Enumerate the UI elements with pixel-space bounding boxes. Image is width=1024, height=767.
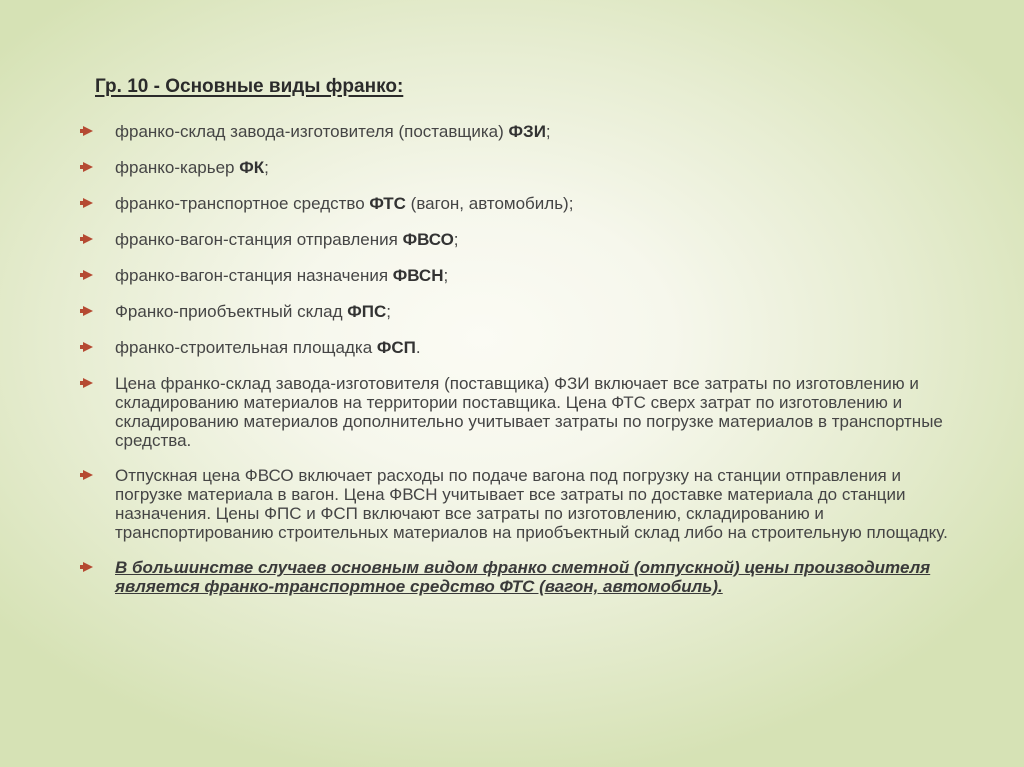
- item-abbr: ФТС: [369, 194, 406, 213]
- item-abbr: ФСП: [376, 338, 416, 357]
- slide-title: Гр. 10 - Основные виды франко:: [95, 76, 404, 97]
- item-abbr: ФВСО: [402, 230, 454, 249]
- arrow-bullet-icon: [83, 378, 93, 388]
- list-item: [80, 338, 950, 374]
- item-after: ;: [443, 266, 449, 285]
- arrow-bullet-icon: [83, 234, 93, 244]
- paragraph-text: Цена франко-склад завода-изготовителя (поставщика) ФЗИ включает все затраты по изготовлению и складированию материалов на территории поставщика. Цена ФТС сверх затрат по изготовлению и складированию материалов дополнительно учитывает затраты по погрузке материалов в транспортные средства.: [115, 374, 943, 450]
- item-abbr: ФВСН: [392, 266, 444, 285]
- item-abbr: ФК: [239, 158, 265, 177]
- conclusion-item: [80, 558, 950, 596]
- list-item: [80, 266, 950, 302]
- arrow-bullet-icon: [83, 306, 93, 316]
- item-after: .: [415, 338, 421, 357]
- item-text: Франко-приобъектный склад: [115, 302, 348, 321]
- paragraph-item: [80, 466, 950, 542]
- item-after: ;: [264, 158, 269, 177]
- item-after: ;: [386, 302, 391, 321]
- list-item: [80, 122, 950, 158]
- arrow-bullet-icon: [83, 470, 93, 480]
- item-after: ;: [545, 122, 551, 141]
- arrow-bullet-icon: [83, 126, 93, 136]
- arrow-bullet-icon: [83, 562, 93, 572]
- item-text: франко-вагон-станция отправления: [115, 230, 403, 249]
- paragraph-text: Отпускная цена ФВСО включает расходы по подаче вагона под погрузку на станции отправления и погрузке материала в вагон. Цена ФВСН учитывает все затраты по доставке материала до станции назначения. Цены ФПС и ФСП включают все затраты по изготовлению, складированию и транспортированию строительных материалов на приобъектный склад либо на строительную площадку.: [115, 466, 948, 542]
- list-item: [80, 194, 950, 230]
- franco-list: [80, 122, 950, 612]
- arrow-bullet-icon: [83, 342, 93, 352]
- item-after: (вагон, автомобиль);: [405, 194, 574, 213]
- arrow-bullet-icon: [83, 198, 93, 208]
- list-item: [80, 158, 950, 194]
- list-item: [80, 230, 950, 266]
- item-text: франко-карьер: [115, 158, 240, 177]
- paragraph-item: [80, 374, 950, 450]
- item-text: франко-склад завода-изготовителя (поставщика): [115, 122, 509, 141]
- item-text: франко-вагон-станция назначения: [115, 266, 393, 285]
- list-item: [80, 302, 950, 338]
- item-text: франко-строительная площадка: [115, 338, 377, 357]
- item-text: франко-транспортное средство: [115, 194, 370, 213]
- item-abbr: ФПС: [347, 302, 387, 321]
- item-abbr: ФЗИ: [508, 122, 546, 141]
- arrow-bullet-icon: [83, 270, 93, 280]
- item-after: ;: [453, 230, 459, 249]
- conclusion-text: В большинстве случаев основным видом франко сметной (отпускной) цены производителя является франко-транспортное средство ФТС (вагон, автомобиль).: [115, 558, 931, 596]
- arrow-bullet-icon: [83, 162, 93, 172]
